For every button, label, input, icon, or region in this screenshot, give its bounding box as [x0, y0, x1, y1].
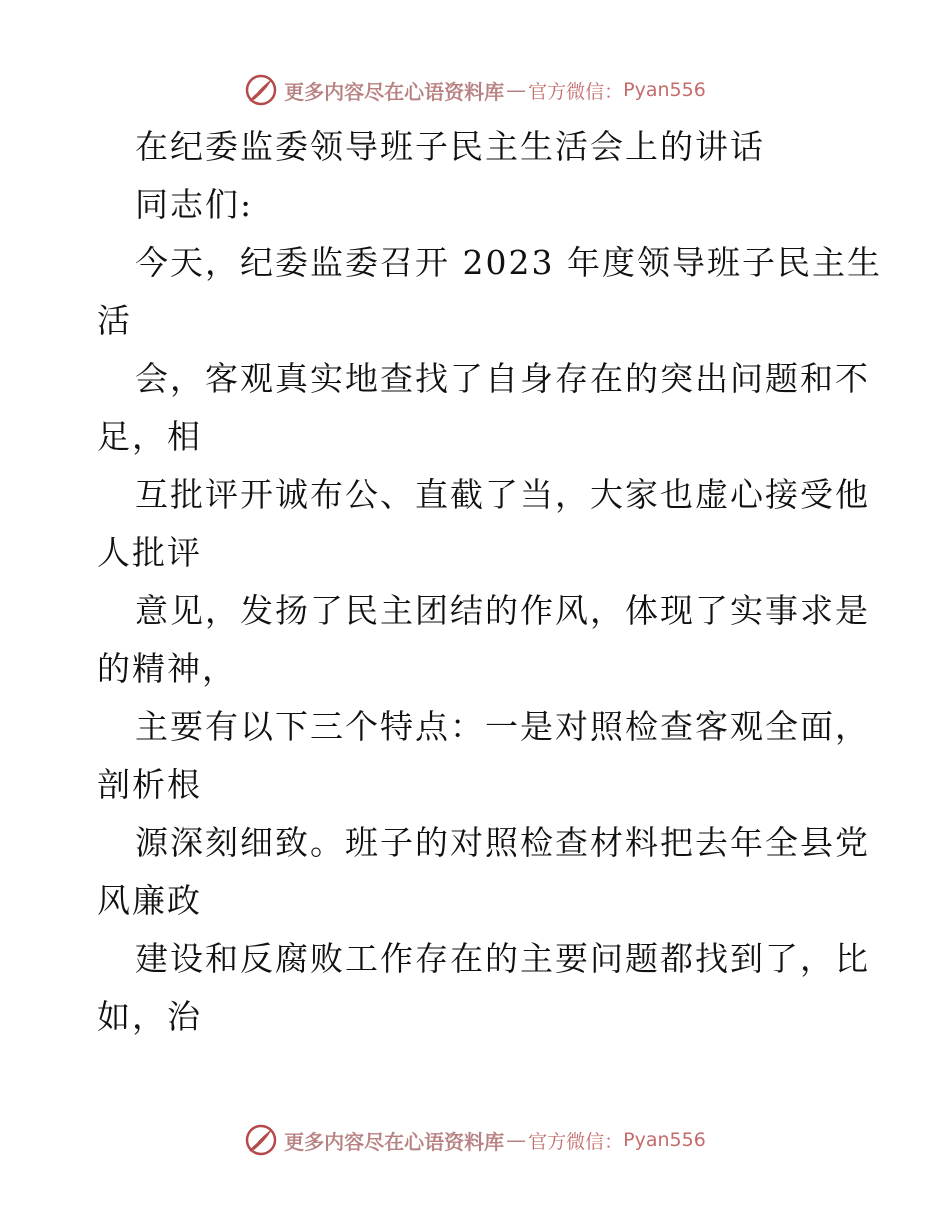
document-line: 人批评: [97, 533, 202, 572]
document-line: 意见，发扬了民主团结的作风，体现了实事求是: [135, 591, 870, 630]
watermark-dash: —: [506, 78, 527, 102]
footer-watermark: [0, 1120, 950, 1160]
document-line: 源深刻细致。班子的对照检查材料把去年全县党: [135, 823, 870, 862]
watermark-wechat-id: Pyan556: [623, 79, 706, 101]
document-line: 建设和反腐败工作存在的主要问题都找到了，比: [135, 939, 870, 978]
document-line: 风廉政: [97, 881, 202, 920]
document-line: 会，客观真实地查找了自身存在的突出问题和不: [135, 359, 870, 398]
document-line: 在纪委监委领导班子民主生活会上的讲话: [135, 127, 765, 166]
watermark-wechat-id: Pyan556: [623, 1129, 706, 1151]
document-line: 活: [97, 301, 132, 340]
document-line: 剖析根: [97, 765, 202, 804]
document-line: 同志们:: [135, 185, 254, 224]
watermark-wechat-label: 官方微信：: [528, 1130, 624, 1153]
document-body: [97, 118, 882, 1046]
document-line: 如，治: [97, 997, 202, 1036]
document-line: 的精神，: [97, 649, 237, 688]
document-line: 互批评开诚布公、直截了当，大家也虚心接受他: [135, 475, 870, 514]
quill-pen-icon: [244, 1123, 278, 1157]
watermark-brand: 更多内容尽在心语资料库: [284, 1129, 505, 1154]
document-line: 足，相: [97, 417, 202, 456]
header-watermark: [0, 70, 950, 110]
watermark-wechat-label: 官方微信：: [528, 80, 624, 103]
watermark-dash: —: [506, 1128, 527, 1152]
document-line: 今天，纪委监委召开 2023 年度领导班子民主生: [135, 243, 882, 282]
watermark-brand: 更多内容尽在心语资料库: [284, 79, 505, 104]
document-line: 主要有以下三个特点：一是对照检查客观全面，: [135, 707, 870, 746]
quill-pen-icon: [244, 73, 278, 107]
